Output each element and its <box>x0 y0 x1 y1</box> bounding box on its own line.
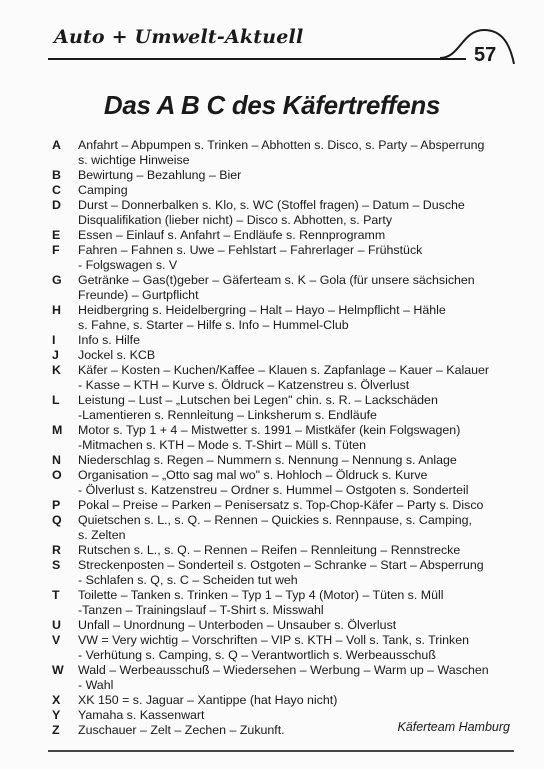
list-item <box>52 303 502 333</box>
list-item <box>52 693 502 708</box>
entry-letter: L <box>52 393 60 407</box>
entry-text: Camping <box>78 183 128 197</box>
page-number: 57 <box>474 44 497 66</box>
list-item <box>52 618 502 633</box>
entry-letter: Q <box>52 513 62 527</box>
entry-letter: U <box>52 618 61 632</box>
entry-letter: W <box>52 663 64 677</box>
list-item <box>52 138 502 168</box>
list-item <box>52 198 502 228</box>
signature: Käferteam Hamburg <box>397 720 510 734</box>
list-item <box>52 513 502 543</box>
entry-letter: C <box>52 183 61 197</box>
bottom-rule <box>48 750 514 752</box>
entry-letter: H <box>52 303 61 317</box>
list-item <box>52 558 502 588</box>
entry-text: Getränke – Gas(t)geber – Gäferteam s. K – Gola (für unsere sächsichen Freunde) – Gurtpflicht <box>78 273 475 302</box>
list-item <box>52 543 502 558</box>
list-item <box>52 498 502 513</box>
list-item <box>52 348 502 363</box>
entry-letter: I <box>52 333 56 347</box>
entry-text: Pokal – Preise – Parken – Penisersatz s. Top-Chop-Käfer – Party s. Disco <box>78 498 484 512</box>
list-item <box>52 633 502 663</box>
entry-text: Streckenposten – Sonderteil s. Ostgoten – Schranke – Start – Absperrung - Schlafen s. Q, s. C – Scheiden tut weh <box>78 558 484 587</box>
entry-letter: Y <box>52 708 61 722</box>
entry-letter: M <box>52 423 63 437</box>
entry-letter: R <box>52 543 61 557</box>
entry-text: Wald – Werbeausschuß – Wiedersehen – Werbung – Warm up – Waschen - Wahl <box>78 663 489 692</box>
entry-letter: G <box>52 273 62 287</box>
entry-text: Yamaha s. Kassenwart <box>78 708 205 722</box>
list-item <box>52 393 502 423</box>
list-item <box>52 168 502 183</box>
list-item <box>52 183 502 198</box>
entry-text: Motor s. Typ 1 + 4 – Mistwetter s. 1991 – Mistkäfer (kein Folgswagen) -Mitmachen s. KTH – Mode s. T-Shirt – Müll s. Tüten <box>78 423 461 452</box>
list-item <box>52 588 502 618</box>
header-rule <box>48 58 466 60</box>
entry-text: Jockel s. KCB <box>78 348 156 362</box>
list-item <box>52 663 502 693</box>
entry-letter: V <box>52 633 61 647</box>
entry-letter: B <box>52 168 61 182</box>
entry-text: Organisation – „Otto sag mal wo" s. Hohloch – Öldruck s. Kurve - Ölverlust s. Katzenstreu – Ordner s. Hummel – Ostgoten s. Sonderteil <box>78 468 469 497</box>
entry-letter: A <box>52 138 61 152</box>
entry-text: Durst – Donnerbalken s. Klo, s. WC (Stoffel fragen) – Datum – Dusche Disqualifikation (lieber nicht) – Disco s. Abhotten, s. Party <box>78 198 465 227</box>
entry-text: VW = Very wichtig – Vorschriften – VIP s. KTH – Voll s. Tank, s. Trinken - Verhütung s. Camping, s. Q – Verantwortlich s. Werbeausschuß <box>78 633 470 662</box>
entry-letter: E <box>52 228 61 242</box>
entry-text: Essen – Einlauf s. Anfahrt – Endläufe s. Rennprogramm <box>78 228 386 242</box>
entry-letter: O <box>52 468 62 482</box>
entry-text: XK 150 = s. Jaguar – Xantippe (hat Hayo nicht) <box>78 693 338 707</box>
abc-list <box>52 138 502 738</box>
entry-letter: D <box>52 198 61 212</box>
entry-text: Quietschen s. L., s. Q. – Rennen – Quickies s. Rennpause, s. Camping, s. Zelten <box>78 513 472 542</box>
entry-letter: K <box>52 363 61 377</box>
list-item <box>52 453 502 468</box>
entry-text: Info s. Hilfe <box>78 333 140 347</box>
entry-letter: J <box>52 348 59 362</box>
entry-text: Heidbergring s. Heidelbergring – Halt – Hayo – Helmpflicht – Hähle s. Fahne, s. Starter – Hilfe s. Info – Hummel-Club <box>78 303 446 332</box>
entry-letter: T <box>52 588 60 602</box>
list-item <box>52 333 502 348</box>
entry-text: Käfer – Kosten – Kuchen/Kaffee – Klauen s. Zapfanlage – Kauer – Kalauer - Kasse – KTH – Kurve s. Öldruck – Katzenstreu s. Ölverlust <box>78 363 490 392</box>
entry-letter: S <box>52 558 61 572</box>
entry-letter: F <box>52 243 60 257</box>
entry-letter: X <box>52 693 61 707</box>
list-item <box>52 273 502 303</box>
entry-text: Anfahrt – Abpumpen s. Trinken – Abhotten s. Disco, s. Party – Absperrung s. wichtige Hinweise <box>78 138 485 167</box>
entry-text: Toilette – Tanken s. Trinken – Typ 1 – Typ 4 (Motor) – Tüten s. Müll -Tanzen – Trainingslauf – T-Shirt s. Misswahl <box>78 588 444 617</box>
entry-letter: N <box>52 453 61 467</box>
entry-text: Zuschauer – Zelt – Zechen – Zukunft. <box>78 723 285 737</box>
entry-text: Bewirtung – Bezahlung – Bier <box>78 168 242 182</box>
entry-letter: Z <box>52 723 60 737</box>
list-item <box>52 423 502 453</box>
entry-text: Niederschlag s. Regen – Nummern s. Nennung – Nennung s. Anlage <box>78 453 457 467</box>
entry-text: Fahren – Fahnen s. Uwe – Fehlstart – Fahrerlager – Frühstück - Folgswagen s. V <box>78 243 423 272</box>
list-item <box>52 228 502 243</box>
section-header-title: Auto + Umwelt-Aktuell <box>54 26 304 48</box>
entry-text: Unfall – Unordnung – Unterboden – Unsauber s. Ölverlust <box>78 618 397 632</box>
list-item <box>52 468 502 498</box>
entry-letter: P <box>52 498 61 512</box>
list-item <box>52 243 502 273</box>
page-title: Das A B C des Käfertreffens <box>103 90 441 120</box>
list-item <box>52 363 502 393</box>
entry-text: Rutschen s. L., s. Q. – Rennen – Reifen – Rennleitung – Rennstrecke <box>78 543 461 557</box>
entry-text: Leistung – Lust – „Lutschen bei Legen" chin. s. R. – Lackschäden -Lamentieren s. Rennleitung – Linksherum s. Endläufe <box>78 393 438 422</box>
